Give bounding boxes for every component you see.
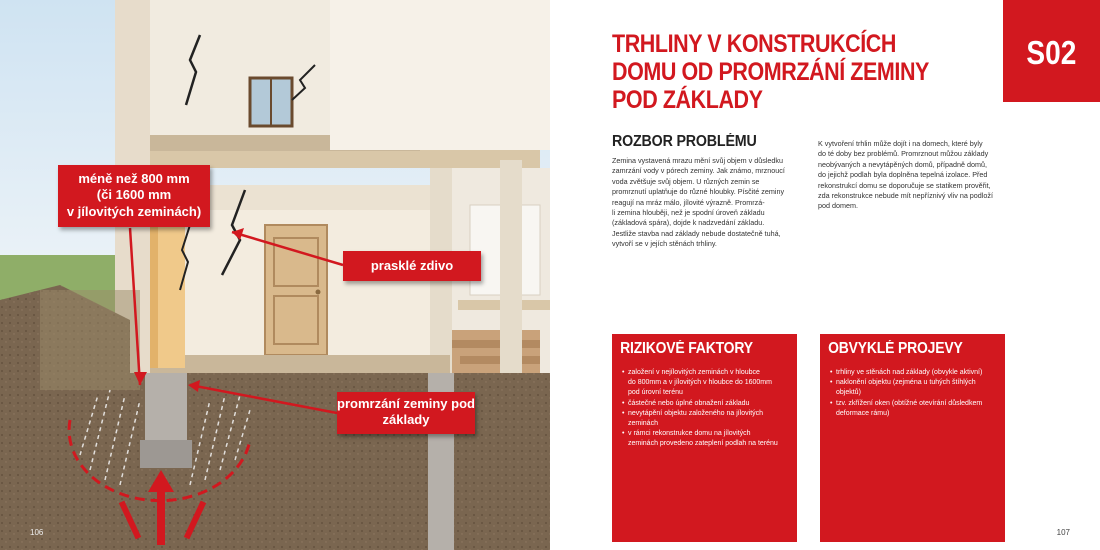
analysis-text-column-1 (612, 156, 794, 250)
item-line: do 800mm a v jílovitých v hloubce do 1600mm (628, 379, 772, 387)
soil-freezing-callout (337, 392, 475, 434)
symptoms-box (820, 334, 1005, 542)
title-line-1: TRHLINY V KONSTRUKCÍCH (612, 30, 896, 58)
text-line: Jestliže stavba nad základy nebude dostatečně tuhá, (612, 228, 781, 238)
soil-freezing-line-1: promrzání zeminy pod (337, 396, 475, 411)
item-line: • v rámci rekonstrukce domu na jílovitých (628, 430, 751, 438)
section-code-tab (1003, 0, 1100, 102)
page-number-right: 107 (1056, 528, 1070, 537)
item-line: objektů) (836, 389, 861, 397)
text-line: promrznutí uplatňuje do různé hloubky. Písčité zeminy (612, 187, 785, 197)
title-line-3: POD ZÁKLADY (612, 86, 763, 114)
symptoms-list (820, 358, 1005, 419)
item-line: zeminách provedeno zateplení podlah na terénu (628, 440, 778, 448)
frost-depth-line-3: v jílovitých zeminách) (66, 203, 202, 219)
frost-depth-line-2: (či 1600 mm (96, 187, 172, 203)
soil-freezing-line-2: základy (382, 412, 430, 428)
frost-depth-callout (58, 165, 210, 227)
text-line: do té doby bez problémů. Promrznout můžou základy (818, 149, 989, 159)
text-line: vytvoří se v jejích stěnách trhliny. (612, 239, 717, 249)
text-line: (základová spára), dojde k nadzvedání základu. (612, 218, 765, 228)
text-line: zamrzání vody v pórech zeminy. Jak známo, mrznoucí (612, 166, 785, 176)
item-line: deformace rámu) (836, 409, 890, 417)
text-line: neobývaných a nevytápěných domů, případně domů, (818, 159, 988, 169)
frost-depth-line-1: méně než 800 mm (78, 171, 190, 186)
list-item (830, 368, 997, 378)
risk-factors-heading: RIZIKOVÉ FAKTORY (620, 340, 753, 357)
item-line: • založení v nejílovitých zeminách v hloubce (628, 369, 760, 376)
text-line: pod domem. (818, 201, 858, 211)
list-item (622, 409, 789, 429)
item-line: • částečné nebo úplné obnažení základu (628, 399, 750, 407)
cracked-masonry-callout: prasklé zdivo (343, 251, 481, 281)
risk-factors-box (612, 334, 797, 542)
text-line: K vytvoření trhlin může dojít i na domech, které byly (818, 139, 983, 148)
item-line: • nevytápění objektu založeného na jílovitých (628, 409, 764, 417)
page-title (612, 30, 929, 114)
text-page (550, 0, 1100, 550)
item-line: • naklonění objektu (zejména u tuhých štíhlých (836, 379, 976, 387)
item-line: • tzv. zkřížení oken (obtížné otevírání důsledkem (836, 399, 983, 407)
text-line: reagují na mráz málo, jílovité výrazně. Promrzá- (612, 197, 765, 207)
title-line-2: DOMU OD PROMRZÁNÍ ZEMINY (612, 58, 929, 86)
list-item (622, 399, 789, 409)
analysis-text-column-2 (818, 139, 1018, 212)
analysis-heading: ROZBOR PROBLÉMU (612, 133, 757, 150)
item-line: • trhliny ve stěnách nad základy (obvykle aktivní) (836, 369, 983, 376)
item-line: zeminách (628, 420, 658, 428)
text-line: Zemina vystavená mrazu mění svůj objem v důsledku (612, 156, 783, 165)
text-line: rekonstrukcí domu se doporučuje se statikem prověřit, (818, 180, 991, 190)
list-item (622, 368, 789, 399)
text-line: voda zvětšuje svůj objem. U různých zemin se (612, 176, 760, 186)
list-item (622, 429, 789, 449)
symptoms-heading: OBVYKLÉ PROJEVY (828, 340, 963, 357)
item-line: pod úrovní terénu (628, 389, 683, 397)
text-line: zda rekonstrukce nebude mít nepříznivý vliv na podloží (818, 191, 993, 201)
text-line: li zemina hlouběji, než je spodní úroveň základu (612, 208, 765, 218)
list-item (830, 399, 997, 419)
list-item (830, 378, 997, 398)
section-code: S02 (1026, 34, 1077, 71)
risk-factors-list (612, 358, 797, 450)
text-line: do jejichž podlah byla doplněna tepelná izolace. Před (818, 170, 988, 180)
page-number-left: 106 (30, 528, 44, 537)
